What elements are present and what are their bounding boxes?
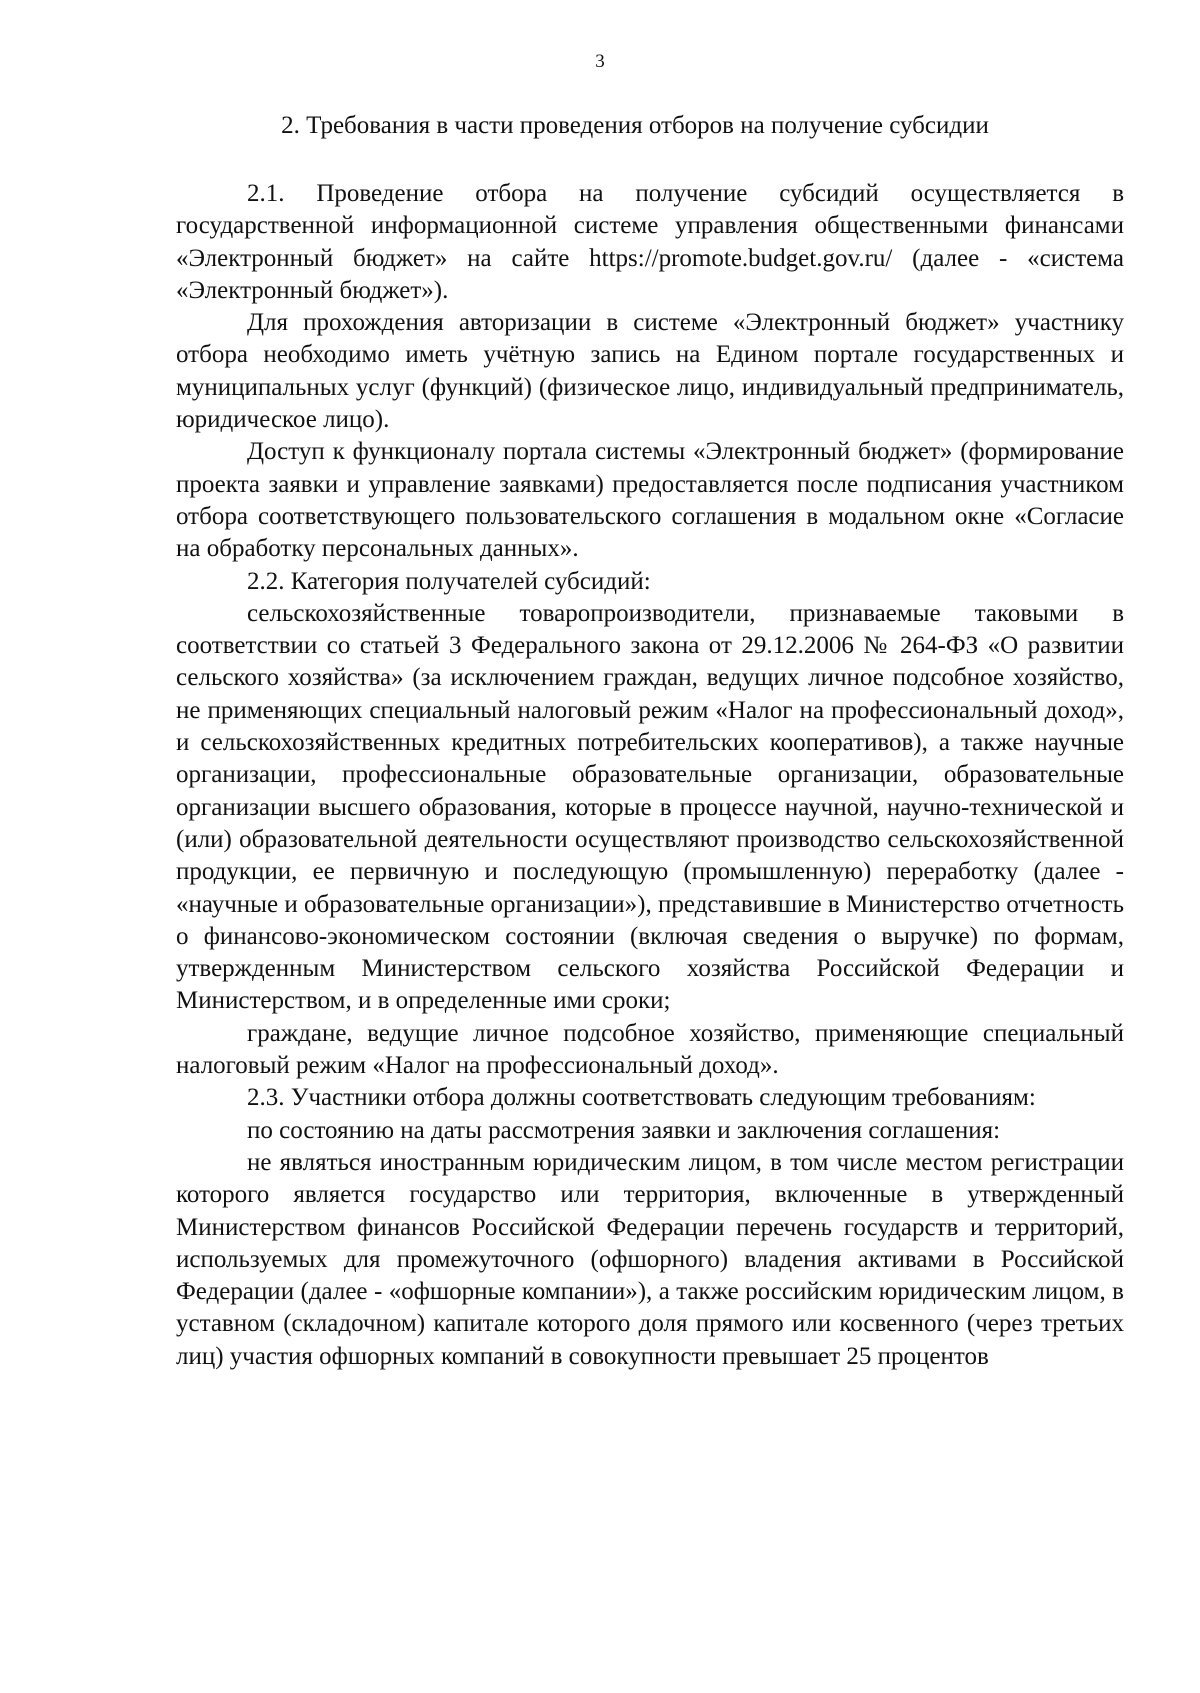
paragraph-portal-access: Доступ к функционалу портала системы «Электронный бюджет» (формирование проекта заявки и управление заявками) предоставляется после подписания участником отбора соответствующего пользовательского соглашения в модальном окне «Согласие на обработку персональных данных». — [176, 438, 1124, 563]
paragraph-2-2: 2.2. Категория получателей субсидий: — [247, 567, 651, 595]
paragraph-authorization: Для прохождения авторизации в системе «Электронный бюджет» участнику отбора необходимо иметь учётную запись на Едином портале государственных и муниципальных услуг (функций) (физическое лицо, индивидуальный предприниматель, юридическое лицо). — [176, 309, 1124, 434]
paragraph-2-1: 2.1. Проведение отбора на получение субсидий осуществляется в государственной информационной системе управления общественными финансами «Электронный бюджет» на сайте https://promote.budget.gov.ru/ (далее - «система «Электронный бюджет»). — [176, 180, 1124, 304]
body-text — [176, 178, 1124, 1373]
paragraph-as-of-date: по состоянию на даты рассмотрения заявки и заключения соглашения: — [247, 1116, 1001, 1144]
page-number: 3 — [595, 51, 605, 72]
paragraph-2-3: 2.3. Участники отбора должны соответствовать следующим требованиям: — [247, 1084, 1036, 1112]
paragraph-citizens: граждане, ведущие личное подсобное хозяйство, применяющие специальный налоговый режим «Налог на профессиональный доход». — [176, 1019, 1124, 1080]
paragraph-producers: сельскохозяйственные товаропроизводители, признаваемые таковыми в соответствии со статьей 3 Федерального закона от 29.12.2006 № 264-ФЗ «О развитии сельского хозяйства» (за исключением граждан, ведущих личное подсобное хозяйство, не применяющих специальный налоговый режим «Налог на профессиональный доход», и сельскохозяйственных кредитных потребительских кооперативов), а также научные организации, профессиональные образовательные организации, образовательные организации высшего образования, которые в процессе научной, научно-технической и (или) образовательной деятельности осуществляют производство сельскохозяйственной продукции, ее первичную и последующую (промышленную) переработку (далее - «научные и образовательные организации»), представившие в Министерство отчетность о финансово-экономическом состоянии (включая сведения о выручке) по формам, утвержденным Министерством сельского хозяйства Российской Федерации и Министерством, и в определенные ими сроки; — [176, 599, 1124, 1015]
section-heading: 2. Требования в части проведения отборов на получение субсидии — [281, 112, 989, 139]
paragraph-offshore: не являться иностранным юридическим лицом, в том числе местом регистрации которого является государство или территория, включенные в утвержденный Министерством финансов Российской Федерации перечень государств и территорий, используемых для промежуточного (офшорного) владения активами в Российской Федерации (далее - «офшорные компании»), а также российским юридическим лицом, в уставном (складочном) капитале которого доля прямого или косвенного (через третьих лиц) участия офшорных компаний в совокупности превышает 25 процентов — [176, 1148, 1124, 1370]
